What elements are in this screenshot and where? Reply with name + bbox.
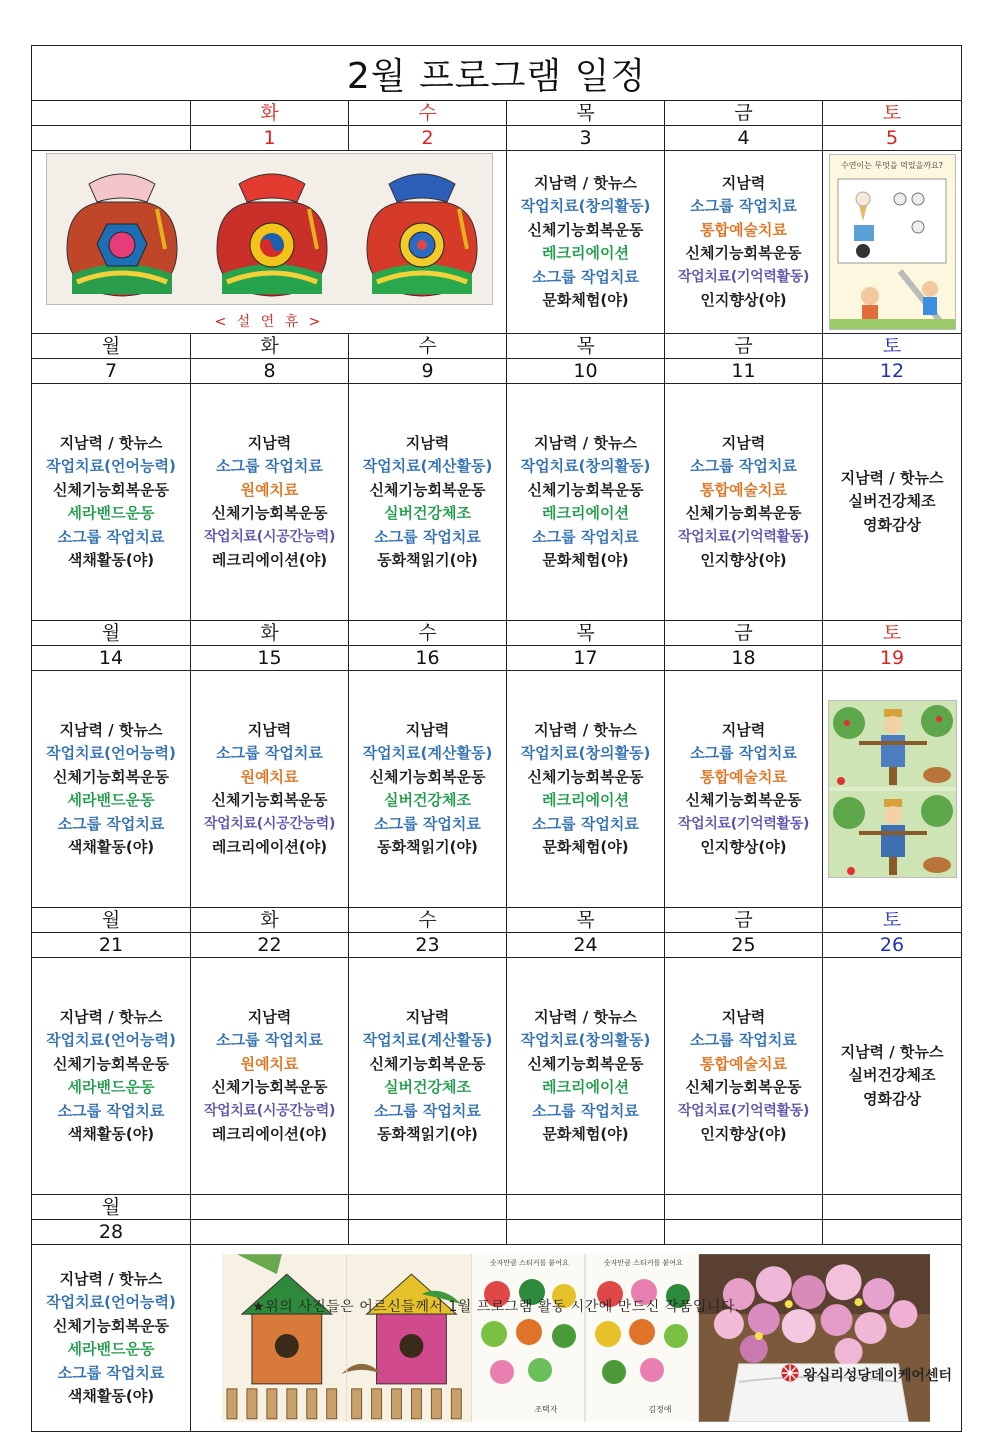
- date-cell: 11: [665, 359, 823, 384]
- activity-item: 원예치료: [240, 480, 299, 499]
- activity-item: 지남력 / 핫뉴스: [840, 468, 944, 487]
- activity-item: 레크리에이션(야): [211, 838, 328, 856]
- gallery-cell: [191, 1245, 962, 1432]
- date-cell: [191, 1220, 349, 1245]
- date-cell: 28: [32, 1220, 191, 1245]
- activity-item: 지남력: [405, 1007, 450, 1026]
- day-cell: 화: [191, 621, 349, 646]
- day-cell: 금: [665, 621, 823, 646]
- activity-item: 신체기능회복운동: [369, 480, 486, 499]
- activity-item: 지남력 / 핫뉴스: [59, 1007, 163, 1026]
- activity-cell-fri: [665, 958, 823, 1195]
- activity-item: 작업치료(시공간능력): [203, 1102, 336, 1119]
- activity-item: 신체기능회복운동: [685, 244, 802, 262]
- day-cell: 토: [823, 101, 962, 126]
- activity-item: 세라밴드운동: [67, 1078, 155, 1096]
- activity-item: 소그룹 작업치료: [57, 527, 165, 546]
- day-cell: [32, 101, 191, 126]
- activity-item: 실버건강체조: [848, 1066, 936, 1085]
- date-cell: 5: [823, 126, 962, 151]
- day-cell: [507, 1195, 665, 1220]
- activity-item: 인지향상(야): [700, 291, 787, 309]
- date-cell: 24: [507, 933, 665, 958]
- activity-item: 소그룹 작업치료: [690, 744, 797, 762]
- center-name: 왕십리성당데이케어센터: [803, 1368, 952, 1384]
- activity-item: 작업치료(언어능력): [46, 744, 176, 762]
- activity-item: 실버건강체조: [384, 1078, 471, 1096]
- activity-item: 신체기능회복운동: [53, 1054, 169, 1073]
- activity-item: 소그룹 작업치료: [690, 197, 797, 215]
- activity-cell-thu: [507, 151, 665, 334]
- activity-item: 지남력 / 핫뉴스: [534, 1007, 637, 1026]
- activity-item: 영화감상: [863, 1089, 921, 1108]
- activity-item: 동화책읽기(야): [377, 838, 478, 856]
- activity-item: 소그룹 작업치료: [532, 267, 639, 286]
- activity-item: 신체기능회복운동: [527, 220, 644, 239]
- activity-item: 통합예술치료: [700, 1054, 787, 1073]
- activity-item: 소그룹 작업치료: [532, 1101, 639, 1120]
- date-cell: [823, 1220, 962, 1245]
- activity-item: 소그룹 작업치료: [216, 1031, 323, 1049]
- worksheet-cell: [823, 151, 962, 334]
- activity-item: 작업치료(언어능력): [46, 457, 176, 475]
- activity-item: 작업치료(기억력활동): [677, 268, 810, 285]
- activity-item: 레크리에이션: [542, 504, 629, 522]
- activity-item: 원예치료: [240, 767, 299, 786]
- activity-item: 인지향상(야): [700, 838, 787, 856]
- activity-item: 실버건강체조: [848, 492, 936, 511]
- date-cell: 3: [507, 126, 665, 151]
- activity-item: 신체기능회복운동: [369, 1054, 486, 1073]
- activity-cell-wed: [349, 384, 507, 621]
- activity-cell-mon: [32, 671, 191, 908]
- footer-note: ★위의 사진들은 어르신들께서 1월 프로그램 활동 시간에 만드신 작품입니다.: [252, 1299, 740, 1315]
- activity-cell-fri: [665, 671, 823, 908]
- activity-item: 문화체험(야): [542, 291, 629, 309]
- weekday-row: [32, 1195, 962, 1220]
- day-cell: 수: [349, 621, 507, 646]
- food-worksheet-image: [829, 154, 956, 330]
- day-cell: 목: [507, 908, 665, 933]
- activity-item: 지남력 / 핫뉴스: [534, 433, 637, 452]
- activity-item: 작업치료(시공간능력): [203, 528, 336, 545]
- activity-item: 작업치료(기억력활동): [677, 815, 810, 832]
- activity-item: 신체기능회복운동: [211, 1078, 328, 1096]
- activity-item: 세라밴드운동: [67, 791, 155, 809]
- activity-item: 원예치료: [240, 1054, 299, 1073]
- activity-row: [32, 958, 962, 1195]
- activity-cell-wed: [349, 958, 507, 1195]
- activity-item: 소그룹 작업치료: [216, 744, 323, 762]
- activity-item: 작업치료(창의활동): [520, 197, 651, 215]
- activity-item: 소그룹 작업치료: [57, 1363, 165, 1382]
- activity-item: 작업치료(시공간능력): [203, 815, 336, 832]
- activity-item: 신체기능회복운동: [527, 480, 644, 499]
- date-cell: 14: [32, 646, 191, 671]
- activity-cell-mon: [32, 384, 191, 621]
- activity-item: 지남력 / 핫뉴스: [59, 433, 163, 452]
- date-cell: 12: [823, 359, 962, 384]
- activity-cell-sat: [823, 958, 962, 1195]
- activity-item: 신체기능회복운동: [211, 504, 328, 522]
- day-cell: 금: [665, 334, 823, 359]
- day-cell: 토: [823, 621, 962, 646]
- activity-item: 소그룹 작업치료: [690, 457, 797, 475]
- activity-item: 세라밴드운동: [67, 504, 155, 522]
- day-cell: 금: [665, 101, 823, 126]
- activity-item: 신체기능회복운동: [53, 1316, 169, 1335]
- date-cell: [507, 1220, 665, 1245]
- activity-item: 통합예술치료: [700, 220, 787, 239]
- day-cell: 화: [191, 101, 349, 126]
- activity-item: 지남력 / 핫뉴스: [534, 173, 637, 192]
- activity-item: 신체기능회복운동: [685, 504, 802, 522]
- artist-signature: 조택자: [534, 1405, 558, 1414]
- activity-item: 신체기능회복운동: [53, 767, 169, 786]
- day-cell: [349, 1195, 507, 1220]
- activity-item: 작업치료(창의활동): [520, 1031, 651, 1049]
- date-cell: 15: [191, 646, 349, 671]
- activity-item: 신체기능회복운동: [211, 791, 328, 809]
- activity-item: 지남력: [721, 433, 766, 452]
- activity-item: 작업치료(언어능력): [46, 1031, 176, 1049]
- activity-item: 작업치료(계산활동): [362, 1031, 493, 1049]
- lucky-bag-artwork: [46, 153, 493, 305]
- activity-item: 소그룹 작업치료: [57, 814, 165, 833]
- activity-item: 세라밴드운동: [67, 1340, 155, 1358]
- activity-item: 작업치료(창의활동): [520, 744, 651, 762]
- weekday-row: [32, 621, 962, 646]
- day-cell: 목: [507, 621, 665, 646]
- day-cell: 토: [823, 908, 962, 933]
- activity-cell-mon: [32, 958, 191, 1195]
- day-cell: 월: [32, 334, 191, 359]
- activity-item: 작업치료(기억력활동): [677, 528, 810, 545]
- day-cell: [665, 1195, 823, 1220]
- weekday-row: [32, 334, 962, 359]
- activity-cell-mon: [32, 1245, 191, 1432]
- activity-item: 소그룹 작업치료: [374, 1101, 481, 1120]
- caritas-logo-icon: [781, 1364, 799, 1386]
- sticker-tree-artwork: [471, 1254, 698, 1422]
- activity-item: 소그룹 작업치료: [690, 1031, 797, 1049]
- date-cell: 16: [349, 646, 507, 671]
- activity-item: 지남력: [247, 433, 292, 452]
- activity-item: 레크리에이션: [542, 791, 629, 809]
- activity-item: 소그룹 작업치료: [532, 814, 639, 833]
- page-title: 2월 프로그램 일정: [32, 46, 962, 101]
- date-cell: 9: [349, 359, 507, 384]
- activity-item: 색채활동(야): [67, 551, 155, 569]
- date-cell: 4: [665, 126, 823, 151]
- weekday-row: [32, 101, 962, 126]
- activity-item: 인지향상(야): [700, 1125, 787, 1143]
- activity-item: 신체기능회복운동: [527, 1054, 644, 1073]
- activity-item: 신체기능회복운동: [527, 767, 644, 786]
- activity-item: 지남력 / 핫뉴스: [840, 1042, 944, 1061]
- date-cell: 25: [665, 933, 823, 958]
- activity-item: 신체기능회복운동: [369, 767, 486, 786]
- weekday-row: [32, 908, 962, 933]
- activity-item: 신체기능회복운동: [685, 791, 802, 809]
- scarecrow-cell: [823, 671, 962, 908]
- date-cell: 19: [823, 646, 962, 671]
- date-cell: 21: [32, 933, 191, 958]
- activity-item: 영화감상: [863, 515, 921, 534]
- day-cell: 수: [349, 101, 507, 126]
- activity-item: 문화체험(야): [542, 551, 629, 569]
- day-cell: 목: [507, 101, 665, 126]
- activity-item: 레크리에이션: [542, 1078, 629, 1096]
- activity-item: 소그룹 작업치료: [374, 814, 481, 833]
- activity-item: 지남력: [247, 1007, 292, 1026]
- date-cell: 2: [349, 126, 507, 151]
- date-cell: [349, 1220, 507, 1245]
- day-cell: 수: [349, 334, 507, 359]
- activity-item: 동화책읽기(야): [377, 551, 478, 569]
- activity-row: [32, 1245, 962, 1432]
- holiday-caption: < 설 연 휴 >: [214, 314, 324, 330]
- day-cell: 화: [191, 908, 349, 933]
- activity-item: 문화체험(야): [542, 1125, 629, 1143]
- date-cell: 26: [823, 933, 962, 958]
- activity-item: 소그룹 작업치료: [532, 527, 639, 546]
- activity-item: 레크리에이션: [542, 244, 629, 262]
- worksheet-question: 수연이는 무엇을 먹었을까요?: [840, 161, 944, 170]
- activity-item: 레크리에이션(야): [211, 551, 328, 569]
- date-row: [32, 1220, 962, 1245]
- scarecrow-artwork: [828, 700, 957, 878]
- worksheet-instruction: 숫자만큼 스티커를 붙여요: [489, 1259, 569, 1267]
- day-cell: [823, 1195, 962, 1220]
- holiday-cell: [32, 151, 507, 334]
- day-cell: 토: [823, 334, 962, 359]
- day-cell: 수: [349, 908, 507, 933]
- activity-item: 작업치료(계산활동): [362, 457, 493, 475]
- activity-item: 실버건강체조: [384, 791, 471, 809]
- day-cell: 목: [507, 334, 665, 359]
- day-cell: 금: [665, 908, 823, 933]
- day-cell: 월: [32, 908, 191, 933]
- date-cell: 22: [191, 933, 349, 958]
- activity-cell-tue: [191, 671, 349, 908]
- date-row: [32, 646, 962, 671]
- activity-cell-fri: [665, 151, 823, 334]
- activity-item: 소그룹 작업치료: [57, 1101, 165, 1120]
- date-row: [32, 359, 962, 384]
- flower-basket-photo: [699, 1254, 930, 1422]
- activity-cell-tue: [191, 958, 349, 1195]
- activity-item: 지남력: [721, 1007, 766, 1026]
- gallery: [222, 1254, 930, 1422]
- activity-item: 레크리에이션(야): [211, 1125, 328, 1143]
- activity-item: 지남력 / 핫뉴스: [59, 720, 163, 739]
- date-cell: [665, 1220, 823, 1245]
- activity-row: [32, 151, 962, 334]
- activity-item: 실버건강체조: [384, 504, 471, 522]
- activity-item: 작업치료(언어능력): [46, 1293, 176, 1311]
- activity-item: 색채활동(야): [67, 838, 155, 856]
- activity-cell-thu: [507, 958, 665, 1195]
- activity-item: 지남력: [721, 720, 766, 739]
- activity-item: 작업치료(창의활동): [520, 457, 651, 475]
- date-cell: 8: [191, 359, 349, 384]
- activity-item: 색채활동(야): [67, 1387, 155, 1405]
- activity-item: 통합예술치료: [700, 767, 787, 786]
- activity-item: 지남력: [721, 173, 766, 192]
- activity-item: 신체기능회복운동: [53, 480, 169, 499]
- activity-item: 소그룹 작업치료: [216, 457, 323, 475]
- artist-signature: 김정애: [648, 1405, 672, 1414]
- date-cell: 7: [32, 359, 191, 384]
- date-cell: 18: [665, 646, 823, 671]
- activity-item: 지남력: [405, 433, 450, 452]
- activity-item: 통합예술치료: [700, 480, 787, 499]
- activity-item: 소그룹 작업치료: [374, 527, 481, 546]
- activity-cell-fri: [665, 384, 823, 621]
- activity-cell-tue: [191, 384, 349, 621]
- schedule-table: [31, 45, 962, 1432]
- activity-item: 작업치료(기억력활동): [677, 1102, 810, 1119]
- activity-item: 동화책읽기(야): [377, 1125, 478, 1143]
- activity-item: 지남력 / 핫뉴스: [534, 720, 637, 739]
- activity-row: [32, 671, 962, 908]
- activity-item: 지남력 / 핫뉴스: [59, 1269, 163, 1288]
- day-cell: [191, 1195, 349, 1220]
- center-logo: [781, 1364, 952, 1386]
- date-cell: 1: [191, 126, 349, 151]
- date-cell: 10: [507, 359, 665, 384]
- date-cell: [32, 126, 191, 151]
- activity-cell-thu: [507, 671, 665, 908]
- activity-cell-sat: [823, 384, 962, 621]
- activity-cell-thu: [507, 384, 665, 621]
- activity-item: 문화체험(야): [542, 838, 629, 856]
- activity-item: 지남력: [405, 720, 450, 739]
- activity-item: 인지향상(야): [700, 551, 787, 569]
- day-cell: 화: [191, 334, 349, 359]
- date-row: [32, 126, 962, 151]
- day-cell: 월: [32, 621, 191, 646]
- date-row: [32, 933, 962, 958]
- date-cell: 23: [349, 933, 507, 958]
- activity-row: [32, 384, 962, 621]
- worksheet-instruction: 숫자만큼 스티커를 붙여요: [603, 1259, 683, 1267]
- activity-item: 색채활동(야): [67, 1125, 155, 1143]
- birdhouse-artwork: [222, 1254, 471, 1422]
- activity-item: 신체기능회복운동: [685, 1078, 802, 1096]
- date-cell: 17: [507, 646, 665, 671]
- activity-item: 지남력: [247, 720, 292, 739]
- day-cell: 월: [32, 1195, 191, 1220]
- activity-cell-wed: [349, 671, 507, 908]
- activity-item: 작업치료(계산활동): [362, 744, 493, 762]
